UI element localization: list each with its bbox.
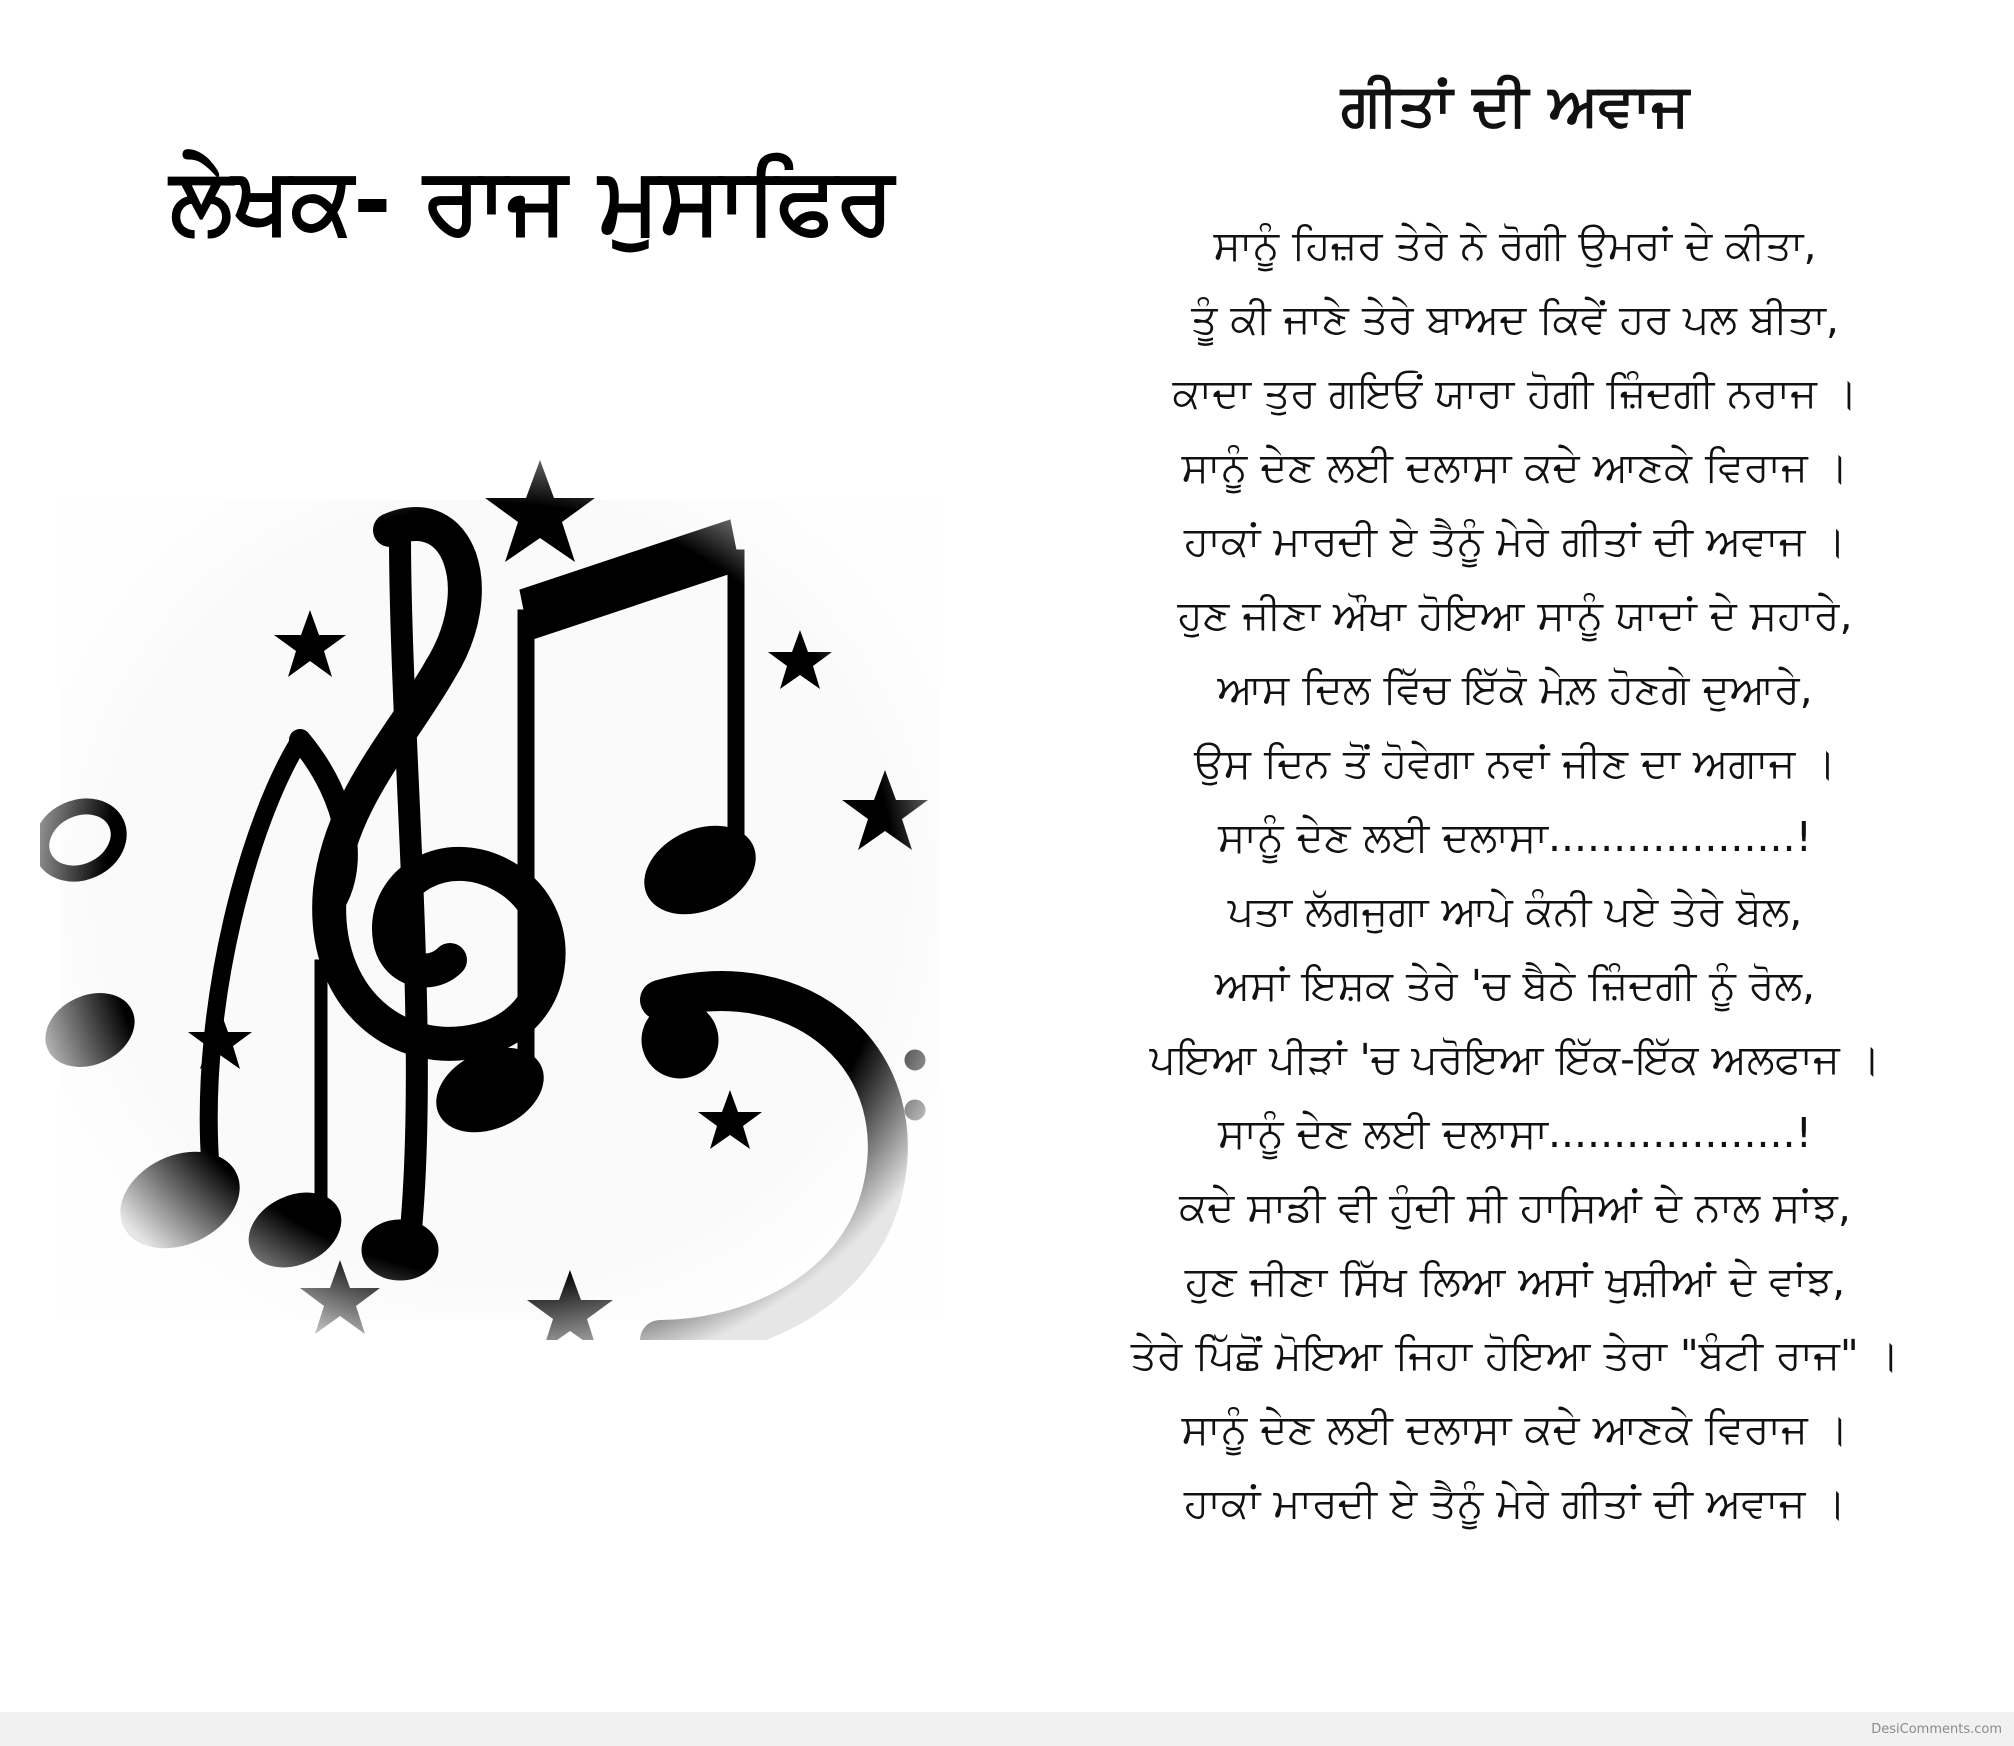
- poem-line: ਪਇਆ ਪੀੜਾਂ 'ਚ ਪਰੋਇਆ ਇੱਕ-ਇੱਕ ਅਲਫਾਜ ।: [1149, 1035, 1881, 1083]
- poem-line: ਹਾਕਾਂ ਮਾਰਦੀ ਏ ਤੈਨੂੰ ਮੇਰੇ ਗੀਤਾਂ ਦੀ ਅਵਾਜ ।: [1183, 517, 1847, 565]
- poem-line: ਤੇਰੇ ਪਿੱਛੋਂ ਮੋਇਆ ਜਿਹਾ ਹੋਇਆ ਤੇਰਾ "ਬੰਟੀ ਰਾਜ" ।: [1130, 1331, 1900, 1379]
- poem-line: ਹੁਣ ਜੀਣਾ ਸਿੱਖ ਲਿਆ ਅਸਾਂ ਖੁਸ਼ੀਆਂ ਦੇ ਵਾਂਝ,: [1184, 1257, 1846, 1305]
- poem-line: ਸਾਨੂੰ ਹਿਜ਼ਰ ਤੇਰੇ ਨੇ ਰੋਗੀ ਉਮਰਾਂ ਦੇ ਕੀਤਾ,: [1213, 221, 1817, 269]
- poem-line: ਸਾਨੂੰ ਦੇਣ ਲਈ ਦਲਾਸਾ ਕਦੇ ਆਣਕੇ ਵਿਰਾਜ ।: [1181, 443, 1849, 491]
- poem-line: ਕਦੇ ਸਾਡੀ ਵੀ ਹੁੰਦੀ ਸੀ ਹਾਸਿਆਂ ਦੇ ਨਾਲ ਸਾਂਝ,: [1179, 1183, 1851, 1231]
- poem-line: ਕਾਦਾ ਤੁਰ ਗਇਓਂ ਯਾਰਾ ਹੋਗੀ ਜ਼ਿੰਦਗੀ ਨਰਾਜ ।: [1172, 369, 1858, 417]
- author-heading: ਲੇਖਕ- ਰਾਜ ਮੁਸਾਫਿਰ: [170, 147, 894, 254]
- footer-bar: [0, 1712, 2014, 1746]
- poem-line: ਹਾਕਾਂ ਮਾਰਦੀ ਏ ਤੈਨੂੰ ਮੇਰੇ ਗੀਤਾਂ ਦੀ ਅਵਾਜ ।: [1183, 1479, 1847, 1527]
- watermark: DesiComments.com: [1871, 1722, 2002, 1737]
- music-notes-and-stars-icon: [40, 440, 960, 1340]
- poem-title: ਗੀਤਾਂ ਦੀ ਅਵਾਜ: [1340, 71, 1690, 139]
- poem: [1050, 60, 1980, 1540]
- poem-line: ਉਸ ਦਿਨ ਤੋਂ ਹੋਵੇਗਾ ਨਵਾਂ ਜੀਣ ਦਾ ਅਗਾਜ ।: [1193, 739, 1837, 787]
- poem-line: ਅਸਾਂ ਇਸ਼ਕ ਤੇਰੇ 'ਚ ਬੈਠੇ ਜ਼ਿੰਦਗੀ ਨੂੰ ਰੋਲ,: [1214, 961, 1816, 1009]
- poem-line: ਸਾਨੂੰ ਦੇਣ ਲਈ ਦਲਾਸਾ ਕਦੇ ਆਣਕੇ ਵਿਰਾਜ ।: [1181, 1405, 1849, 1453]
- poem-line: ਸਾਨੂੰ ਦੇਣ ਲਈ ਦਲਾਸਾ...................!: [1217, 1109, 1813, 1157]
- poem-lines: [1050, 208, 1980, 1540]
- poem-line: ਸਾਨੂੰ ਦੇਣ ਲਈ ਦਲਾਸਾ...................!: [1217, 813, 1813, 861]
- poem-line: ਹੁਣ ਜੀਣਾ ਔਖਾ ਹੋਇਆ ਸਾਨੂੰ ਯਾਦਾਂ ਦੇ ਸਹਾਰੇ,: [1177, 591, 1853, 639]
- poem-line: ਤੂੰ ਕੀ ਜਾਣੇ ਤੇਰੇ ਬਾਅਦ ਕਿਵੇਂ ਹਰ ਪਲ ਬੀਤਾ,: [1191, 295, 1839, 343]
- poem-line: ਪਤਾ ਲੱਗਜੁਗਾ ਆਪੇ ਕੰਨੀ ਪਏ ਤੇਰੇ ਬੋਲ,: [1227, 887, 1803, 935]
- poem-line: ਆਸ ਦਿਲ ਵਿੱਚ ਇੱਕੋ ਮੇਲ਼ ਹੋਣਗੇ ਦੁਆਰੇ,: [1217, 665, 1813, 713]
